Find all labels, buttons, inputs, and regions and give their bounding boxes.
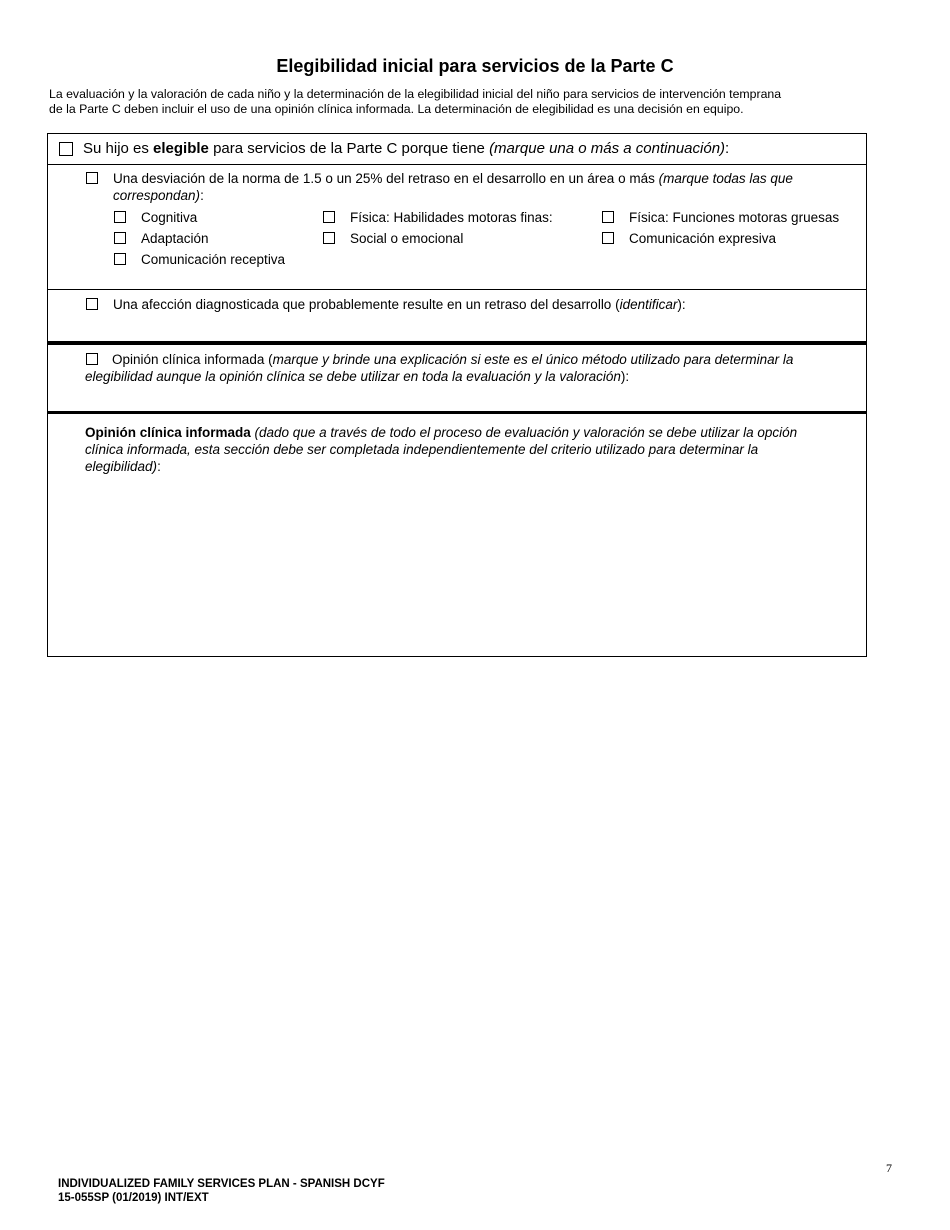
option-checkbox[interactable] [602, 232, 614, 244]
eligibility-form [47, 133, 867, 657]
intro-paragraph [49, 87, 849, 117]
condition-row [48, 290, 866, 345]
option-checkbox[interactable] [602, 211, 614, 223]
option-checkbox[interactable] [114, 253, 126, 265]
eligible-label: Su hijo es elegible para servicios de la Parte C porque tiene (marque una o más a continuación): [83, 140, 730, 157]
clinical-opinion-row [48, 345, 866, 414]
clinical-opinion-section [48, 414, 866, 656]
condition-label: Una afección diagnosticada que probablemente resulte en un retraso del desarrollo (identificar): [113, 297, 686, 312]
option-checkbox[interactable] [114, 211, 126, 223]
condition-checkbox[interactable] [86, 298, 98, 310]
page-title: Elegibilidad inicial para servicios de la Parte C [276, 56, 674, 76]
deviation-row: Una desviación de la norma de 1.5 o un 25% del retraso en el desarrollo en un área o más (marque todas las que correspondan): Cognitiva Física: Habilidades motoras finas: Física: Funciones motoras gruesas Adaptación Social o emocional Comunicación expresiva Comunicación receptiva [48, 165, 866, 290]
clinical-opinion-heading: Opinión clínica informada (dado que a través de todo el proceso de evaluación y valoración se debe utilizar la opción clínica informada, esta sección debe ser completada independientemente del criterio utilizado para determinar la elegibilidad): [85, 425, 798, 474]
eligible-checkbox[interactable] [59, 142, 73, 156]
intro-line-2: de la Parte C deben incluir el uso de una opinión clínica informada. La determinación de elegibilidad es una decisión en equipo. [49, 102, 744, 116]
deviation-label: Una desviación de la norma de 1.5 o un 25% del retraso en el desarrollo en un área o más (marque todas las que correspondan): [113, 171, 793, 203]
footer-line-1: INDIVIDUALIZED FAMILY SERVICES PLAN - SPANISH DCYF [58, 1178, 385, 1190]
page-number: 7 [886, 1161, 892, 1175]
eligible-row [48, 134, 866, 165]
option-checkbox[interactable] [323, 232, 335, 244]
footer-line-2: 15-055SP (01/2019) INT/EXT [58, 1192, 209, 1204]
deviation-checkbox[interactable] [86, 172, 98, 184]
intro-line-1: La evaluación y la valoración de cada niño y la determinación de la elegibilidad inicial del niño para servicios de intervención temprana [49, 87, 782, 101]
option-checkbox[interactable] [323, 211, 335, 223]
clinical-opinion-label: Opinión clínica informada (marque y brinde una explicación si este es el único método utilizado para determinar la elegibilidad aunque la opinión clínica se debe utilizar en toda la evaluación y la valoración): [85, 352, 794, 384]
clinical-opinion-text-area[interactable] [85, 480, 856, 646]
option-checkbox[interactable] [114, 232, 126, 244]
footer [58, 1177, 385, 1205]
